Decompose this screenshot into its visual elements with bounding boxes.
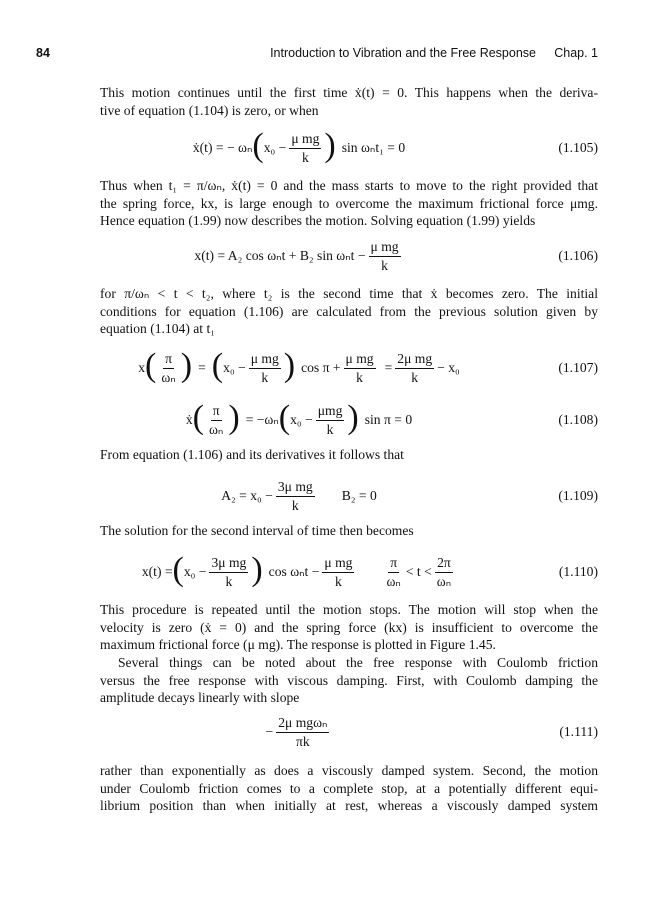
text-line: tive of equation (1.104) is zero, or when [100,102,319,118]
fraction-numerator: μmg [316,403,345,421]
fraction-numerator: π [163,351,174,369]
eq-sign: = −ωₙ [245,412,279,427]
paren-close: ) [324,127,336,164]
fraction-denominator: k [301,149,309,165]
text-line: versus the free response with viscous damping. First, with Coulomb damping the [100,672,598,688]
eq-rhs: sin π = 0 [364,412,413,427]
paren-open: ( [211,347,224,384]
fraction-numerator: μ mg [369,239,401,257]
fraction-denominator: πk [295,733,310,749]
eq-lhs: x(t) = A₂ cos ωₙt + B₂ sin ωₙt − [194,248,366,263]
text-line: velocity is zero (ẋ = 0) and the spring force (kx) is insufficient to overcome the [100,619,598,635]
eq-lhs: ẋ(t) = − ωₙ [192,140,253,155]
eq-term: x₀ − [263,140,287,155]
text-line: under Coulomb friction comes to a complete stop, at a potentially different equi- [100,780,598,796]
fraction-denominator: k [356,369,363,385]
text-line: conditions for equation (1.106) are calculated from the previous solution given by [100,303,598,319]
eq-function: ẋ [185,412,193,427]
eq-rhs: sin ωₙt₁ = 0 [341,140,406,155]
text-line: for π/ωₙ < t < t₂, where t₂ is the second time that ẋ becomes zero. The initial [100,286,598,301]
equation-number: (1.106) [558,248,598,263]
text-line: The solution for the second interval of time then becomes [100,523,414,538]
equation-number: (1.110) [558,564,598,579]
paren-open: ( [192,399,204,436]
eq-rhs: B₂ = 0 [341,488,377,503]
equation-1-107 [100,345,598,391]
fraction-numerator: π [388,555,399,573]
paragraph-initial-conditions [100,285,598,338]
paren-close: ) [251,551,263,588]
equation-number: (1.107) [558,360,598,375]
fraction-denominator: ωₙ [208,421,224,437]
paren-open: ( [278,399,291,436]
eq-fraction [276,715,329,749]
paragraph-thus-when [100,177,598,230]
equation-1-105 [100,126,598,170]
paren-close: ) [180,347,193,384]
running-title: Introduction to Vibration and the Free Response [270,46,536,60]
eq-fraction [289,131,321,165]
fraction-denominator: k [335,573,342,589]
eq-sign: = [384,360,393,375]
fraction-numerator: μ mg [289,131,321,149]
equation-1-108 [100,397,598,443]
text-line: the spring force, kx, is large enough to overcome the maximum frictional force μmg. [100,195,598,211]
equation-1-106 [100,234,598,278]
equation-1-110 [100,549,598,595]
eq-fraction [435,555,453,589]
text-line: equation (1.104) at t₁ [100,321,215,336]
paren-open: ( [145,347,157,384]
equation-number: (1.108) [558,412,598,427]
eq-term: cos ωₙt − [268,564,320,579]
equation-1-111 [100,710,598,754]
paren-close: ) [228,399,240,436]
chapter-label: Chap. 1 [554,46,598,60]
text-line: Thus when t₁ = π/ωₙ, ẋ(t) = 0 and the mass starts to move to the right provided that [100,178,598,193]
eq-sign: − [265,724,274,739]
eq-lhs: A₂ = x₀ − [221,488,273,503]
eq-term: − x₀ [437,360,460,375]
page-number: 84 [36,46,50,60]
eq-fraction [249,351,281,385]
text-line: From equation (1.106) and its derivatives it follows that [100,447,404,462]
fraction-numerator: μ mg [322,555,354,573]
eq-term: x₀ − [183,564,207,579]
equation-number: (1.109) [558,488,598,503]
eq-fraction [209,555,248,589]
text-line: rather than exponentially as does a viscously damped system. Second, the motion [100,763,598,778]
eq-fraction [207,403,225,437]
fraction-denominator: k [326,421,334,437]
fraction-denominator: ωₙ [436,573,452,589]
fraction-numerator: 2π [435,555,453,573]
paren-close: ) [283,347,296,384]
fraction-numerator: π [211,403,222,421]
fraction-numerator: 3μ mg [209,555,248,573]
equation-1-109 [100,474,598,518]
fraction-denominator: k [291,497,299,513]
equation-number: (1.111) [559,724,598,739]
fraction-denominator: k [225,573,233,589]
fraction-numerator: 3μ mg [276,479,315,497]
text-line: Several things can be noted about the free response with Coulomb friction [118,655,598,670]
eq-fraction [159,351,177,385]
text-line: amplitude decays linearly with slope [100,690,300,705]
paren-open: ( [252,127,264,164]
fraction-numerator: μ mg [249,351,281,369]
eq-fraction [369,239,401,273]
fraction-denominator: ωₙ [161,369,176,385]
eq-function: x [138,360,146,375]
fraction-numerator: 2μ mg [395,351,434,369]
fraction-denominator: k [381,257,388,273]
eq-fraction [322,555,354,589]
fraction-denominator: ωₙ [386,573,401,589]
eq-fraction [395,351,434,385]
paragraph-procedure-repeated [100,601,598,654]
text-line: Hence equation (1.99) now describes the motion. Solving equation (1.99) yields [100,213,536,228]
paragraph-several-things [100,654,598,707]
paragraph-rather-than [100,762,598,815]
eq-sign: = [198,360,206,375]
paragraph-motion-continues [100,84,598,119]
fraction-denominator: k [411,369,419,385]
fraction-denominator: k [261,369,269,385]
eq-fraction [384,555,402,589]
eq-term: cos π + [301,360,341,375]
text-line: This procedure is repeated until the motion stops. The motion will stop when the [100,602,598,617]
running-header [36,46,598,62]
eq-relation: < t < [405,564,432,579]
text-line: maximum frictional force (μ mg). The response is plotted in Figure 1.45. [100,637,496,652]
text-line: librium position than when initially at rest, whereas a viscously damped system [100,798,598,813]
eq-term: x₀ − [290,412,313,427]
fraction-numerator: 2μ mgωₙ [276,715,329,733]
eq-fraction [316,403,345,437]
fraction-numerator: μ mg [344,351,376,369]
eq-fraction [344,351,376,385]
text-line: This motion continues until the first time ẋ(t) = 0. This happens when the deriva- [100,85,598,100]
paren-open: ( [172,551,184,588]
paragraph-from-equation [100,446,598,464]
eq-term: x₀ − [223,360,246,375]
paragraph-second-interval [100,522,598,540]
eq-lhs: x(t) = [141,564,173,579]
eq-fraction [276,479,315,513]
equation-number: (1.105) [558,140,598,155]
paren-close: ) [347,399,359,436]
